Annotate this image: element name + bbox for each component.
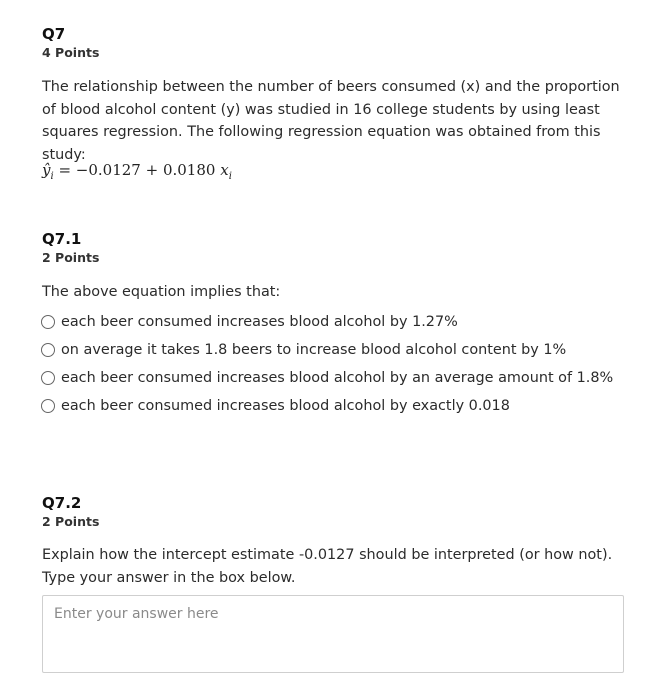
- q7-1-option-2[interactable]: [40, 336, 613, 364]
- equation-lhs: ŷ: [42, 161, 51, 179]
- radio-button[interactable]: [41, 399, 55, 413]
- q7-points: 4 Points: [42, 45, 100, 60]
- q7-1-points: 2 Points: [42, 250, 100, 265]
- q7-1-title: Q7.1: [42, 230, 82, 248]
- radio-button[interactable]: [41, 343, 55, 357]
- q7-2-prompt: Explain how the intercept estimate -0.0127 should be interpreted (or how not). Type your answer in the box below.: [42, 547, 613, 586]
- option-label: on average it takes 1.8 beers to increase blood alcohol content by 1%: [61, 342, 567, 358]
- equation-variable-subscript: i: [228, 171, 232, 182]
- radio-button[interactable]: [41, 371, 55, 385]
- q7-1-options: [40, 308, 613, 420]
- regression-equation: [42, 161, 232, 182]
- equation-rhs: = −0.0127 + 0.0180: [53, 161, 221, 179]
- q7-1-prompt: The above equation implies that:: [42, 284, 281, 300]
- q7-2-points: 2 Points: [42, 514, 100, 529]
- q7-2-title: Q7.2: [42, 494, 82, 512]
- q7-1-header: [42, 229, 99, 267]
- equation-lhs-subscript: i: [50, 171, 54, 182]
- equation-variable: x: [220, 161, 229, 179]
- q7-header: [42, 24, 99, 62]
- q7-1-option-1[interactable]: [40, 308, 613, 336]
- radio-button[interactable]: [41, 315, 55, 329]
- option-label: each beer consumed increases blood alcohol by an average amount of 1.8%: [61, 370, 614, 386]
- q7-title: Q7: [42, 25, 66, 43]
- option-label: each beer consumed increases blood alcohol by 1.27%: [61, 314, 458, 330]
- q7-1-option-4[interactable]: [40, 392, 613, 420]
- q7-prompt: The relationship between the number of beers consumed (x) and the proportion of blood alcohol content (y) was studied in 16 college students by using least squares regression. The following regression equation was obtained from this study:: [42, 79, 620, 163]
- option-label: each beer consumed increases blood alcohol by exactly 0.018: [61, 398, 510, 414]
- q7-2-header: [42, 493, 99, 531]
- q7-1-option-3[interactable]: [40, 364, 613, 392]
- answer-input[interactable]: [42, 595, 624, 673]
